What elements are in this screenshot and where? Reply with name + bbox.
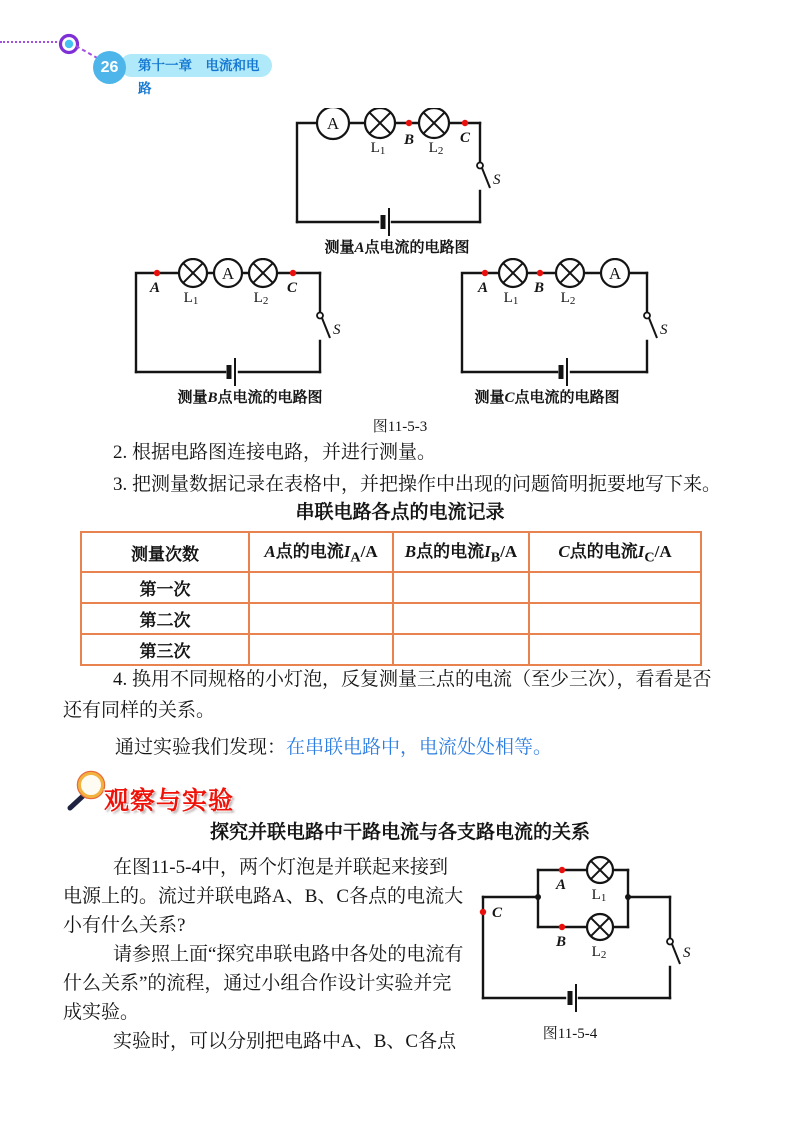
header-measurement-count: 测量次数 bbox=[81, 532, 249, 572]
switch-symbol bbox=[322, 318, 330, 338]
empty-cell bbox=[529, 603, 701, 634]
paragraph-3: 实验时，可以分别把电路中A、B、C各点 bbox=[113, 1031, 457, 1052]
lamp-l2-label: L2 bbox=[560, 290, 576, 307]
current-record-table bbox=[80, 531, 702, 666]
paragraph-1: 在图11-5-4中，两个灯泡是并联起来接到电源上的。流过并联电路A、B、C各点的电流大小有什么关系? bbox=[63, 857, 464, 936]
switch-symbol bbox=[482, 168, 490, 188]
step-3-text: 3. 把测量数据记录在表格中，并把操作中出现的问题简明扼要地写下来。 bbox=[113, 474, 722, 495]
point-b-label: B bbox=[403, 132, 415, 148]
chapter-title: 第十一章 电流和电路 bbox=[138, 58, 260, 96]
switch-label: S bbox=[493, 172, 501, 188]
empty-cell bbox=[393, 572, 529, 603]
point-b-label: B bbox=[533, 280, 545, 296]
margin-dotted-line bbox=[0, 41, 57, 43]
switch-label: S bbox=[660, 322, 668, 338]
point-b-label: B bbox=[555, 934, 567, 950]
circuit-wire bbox=[297, 123, 480, 222]
conclusion-prefix: 通过实验我们发现： bbox=[115, 737, 287, 758]
empty-cell bbox=[393, 603, 529, 634]
empty-cell bbox=[529, 572, 701, 603]
lamp-l2-label: L2 bbox=[253, 290, 269, 307]
table-row bbox=[81, 572, 701, 603]
measurement-point-a-dot bbox=[154, 270, 160, 276]
section-title: 探究并联电路中干路电流与各支路电流的关系 bbox=[209, 822, 590, 843]
magnifier-handle bbox=[70, 796, 83, 808]
row-label: 第二次 bbox=[81, 603, 249, 634]
magnifier-lens bbox=[80, 774, 103, 797]
chapter-pill bbox=[120, 54, 272, 96]
switch-symbol bbox=[644, 313, 650, 319]
paragraph-2: 请参照上面“探究串联电路中各处的电流有什么关系”的流程，通过小组合作设计实验并完成实验。 bbox=[63, 944, 464, 1023]
point-c-label: C bbox=[459, 130, 471, 146]
switch-symbol bbox=[317, 313, 323, 319]
table-header-row bbox=[81, 532, 701, 572]
step-2-text: 2. 根据电路图连接电路，并进行测量。 bbox=[113, 442, 437, 463]
switch-symbol bbox=[477, 163, 483, 169]
empty-cell bbox=[529, 634, 701, 665]
ammeter-label: A bbox=[326, 114, 340, 133]
table-row bbox=[81, 603, 701, 634]
junction-dot bbox=[625, 894, 631, 900]
section-badge: 观察与实验 bbox=[104, 787, 235, 815]
row-label: 第一次 bbox=[81, 572, 249, 603]
header-current-a: A点的电流$I_A/A$ bbox=[249, 532, 393, 572]
empty-cell bbox=[249, 603, 393, 634]
empty-cell bbox=[393, 634, 529, 665]
measurement-point-a-dot bbox=[559, 867, 565, 873]
circuit-b-caption: 测量B点电流的电路图 bbox=[177, 389, 323, 406]
body-text-column bbox=[63, 853, 465, 1056]
switch-symbol bbox=[672, 944, 680, 964]
conclusion-text bbox=[63, 733, 723, 763]
parallel-circuit-diagram bbox=[475, 853, 725, 1015]
measurement-point-c-dot bbox=[290, 270, 296, 276]
junction-dot bbox=[535, 894, 541, 900]
lamp-l2-label: L2 bbox=[428, 140, 444, 157]
series-circuit-c-diagram bbox=[450, 258, 675, 400]
point-c-label: C bbox=[491, 905, 503, 921]
circuit-wire bbox=[462, 273, 647, 372]
row-label: 第三次 bbox=[81, 634, 249, 665]
figure-11-5-4-caption: 图11-5-4 bbox=[542, 1026, 598, 1042]
figure-11-5-3-caption: 图11-5-3 bbox=[372, 419, 428, 435]
switch-symbol bbox=[649, 318, 657, 338]
lamp-l1-label: L1 bbox=[503, 290, 519, 307]
point-a-label: A bbox=[477, 280, 489, 296]
measurement-point-b-dot bbox=[559, 924, 565, 930]
page-number-badge: 26 bbox=[93, 51, 126, 84]
lamp-l1-label: L1 bbox=[183, 290, 199, 307]
series-circuit-b-diagram bbox=[128, 258, 343, 400]
series-circuit-a-diagram bbox=[290, 108, 620, 253]
table-title: 串联电路各点的电流记录 bbox=[295, 502, 505, 523]
ammeter-label: A bbox=[608, 264, 622, 283]
switch-label: S bbox=[333, 322, 341, 338]
empty-cell bbox=[249, 572, 393, 603]
point-a-label: A bbox=[555, 877, 567, 893]
empty-cell bbox=[249, 634, 393, 665]
table-row bbox=[81, 634, 701, 665]
ammeter-label: A bbox=[221, 264, 235, 283]
measurement-point-c-dot bbox=[480, 909, 486, 915]
measurement-point-c-dot bbox=[462, 120, 468, 126]
header-current-b: B点的电流$I_B/A$ bbox=[393, 532, 529, 572]
switch-symbol bbox=[667, 939, 673, 945]
measurement-point-b-dot bbox=[537, 270, 543, 276]
point-c-label: C bbox=[286, 280, 298, 296]
measurement-point-a-dot bbox=[482, 270, 488, 276]
circuit-c-caption: 测量C点电流的电路图 bbox=[474, 389, 620, 406]
lamp-l2-label: L2 bbox=[591, 944, 607, 961]
step-4-text: 4. 换用不同规格的小灯泡，反复测量三点的电流（至少三次），看看是否还有同样的关系。 bbox=[63, 669, 712, 721]
point-a-label: A bbox=[149, 280, 161, 296]
switch-label: S bbox=[683, 945, 691, 961]
circuit-a-caption: 测量A点电流的电路图 bbox=[324, 239, 470, 256]
magnifier-icon bbox=[62, 768, 110, 814]
lamp-l1-label: L1 bbox=[591, 887, 607, 904]
conclusion-highlight: 在串联电路中，电流处处相等。 bbox=[286, 737, 553, 758]
lamp-l1-label: L1 bbox=[370, 140, 386, 157]
header-current-c: C点的电流$I_C/A$ bbox=[529, 532, 701, 572]
measurement-point-b-dot bbox=[406, 120, 412, 126]
circuit-wire bbox=[538, 870, 628, 927]
